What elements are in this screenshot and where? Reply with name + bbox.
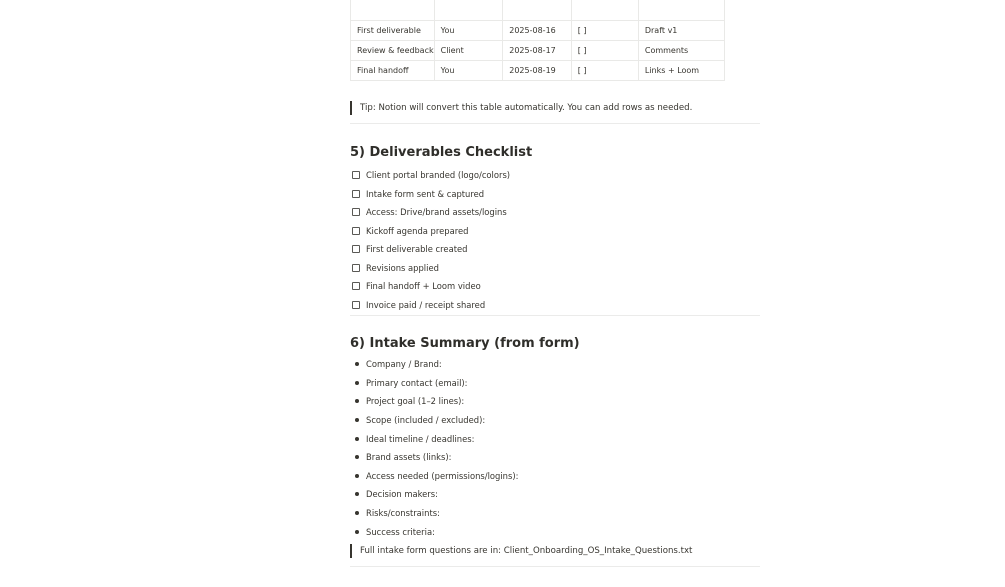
bullet-icon — [355, 511, 359, 515]
checklist-item — [350, 296, 510, 315]
checklist-item — [350, 203, 510, 222]
checkbox[interactable] — [352, 264, 360, 272]
table-cell[interactable]: 2025-08-19 — [503, 61, 571, 81]
table-cell[interactable] — [351, 0, 435, 21]
bullet-icon — [355, 437, 359, 441]
table-cell[interactable]: Client — [434, 41, 503, 61]
list-item-text: Project goal (1–2 lines): — [366, 396, 465, 407]
list-item-text: Decision makers: — [366, 489, 438, 500]
bullet-icon — [355, 530, 359, 534]
list-item-text: Company / Brand: — [366, 359, 442, 370]
bullet-icon — [355, 455, 359, 459]
checklist-item-label: Revisions applied — [366, 262, 439, 273]
checklist-item-label: Kickoff agenda prepared — [366, 225, 469, 236]
table-cell[interactable]: 2025-08-16 — [503, 21, 571, 41]
checkbox[interactable] — [352, 301, 360, 309]
table-cell[interactable]: You — [434, 61, 503, 81]
bullet-icon — [355, 399, 359, 403]
list-item[interactable] — [350, 448, 518, 467]
list-item[interactable] — [350, 374, 518, 393]
deliverables-heading: 5) Deliverables Checklist — [350, 145, 533, 160]
intake-bullet-list — [350, 355, 518, 541]
checkbox[interactable] — [352, 282, 360, 290]
intake-note-callout[interactable] — [350, 544, 692, 558]
checklist-item — [350, 240, 510, 259]
checklist-item — [350, 185, 510, 204]
checklist-item — [350, 277, 510, 296]
list-item[interactable] — [350, 467, 518, 486]
table-cell[interactable]: First deliverable — [351, 21, 435, 41]
divider — [350, 315, 760, 316]
table-cell[interactable] — [638, 0, 724, 21]
list-item[interactable] — [350, 485, 518, 504]
checklist-item-label: Intake form sent & captured — [366, 188, 485, 199]
checklist-item-label: First deliverable created — [366, 244, 468, 255]
checkbox[interactable] — [352, 227, 360, 235]
bullet-icon — [355, 474, 359, 478]
checklist-item-label: Client portal branded (logo/colors) — [366, 170, 511, 181]
checklist-item — [350, 166, 510, 185]
quote-bar — [350, 544, 352, 558]
list-item[interactable] — [350, 392, 518, 411]
list-item-text: Risks/constraints: — [366, 508, 440, 519]
checklist-item-label: Final handoff + Loom video — [366, 281, 481, 292]
checkbox[interactable] — [352, 245, 360, 253]
bullet-icon — [355, 362, 359, 366]
tip-text: Tip: Notion will convert this table automatically. You can add rows as needed. — [360, 103, 693, 113]
table-cell[interactable]: Draft v1 — [638, 21, 724, 41]
list-item[interactable] — [350, 411, 518, 430]
divider — [350, 123, 760, 124]
checkbox[interactable] — [352, 190, 360, 198]
timeline-table — [350, 0, 725, 81]
tip-callout[interactable] — [350, 101, 692, 115]
checklist-item — [350, 222, 510, 241]
intake-note-text: Full intake form questions are in: Client_Onboarding_OS_Intake_Questions.txt — [360, 546, 693, 556]
checklist-item — [350, 259, 510, 278]
list-item[interactable] — [350, 504, 518, 523]
list-item[interactable] — [350, 522, 518, 541]
table-cell[interactable]: 2025-08-17 — [503, 41, 571, 61]
bullet-icon — [355, 381, 359, 385]
list-item-text: Access needed (permissions/logins): — [366, 470, 519, 481]
divider — [350, 566, 760, 567]
table-cell[interactable]: You — [434, 21, 503, 41]
table-row — [351, 41, 725, 61]
list-item-text: Primary contact (email): — [366, 377, 468, 388]
table-row — [351, 0, 725, 21]
table-row — [351, 21, 725, 41]
table-cell[interactable]: [ ] — [571, 21, 638, 41]
list-item-text: Scope (included / excluded): — [366, 415, 486, 426]
list-item-text: Success criteria: — [366, 526, 435, 537]
checkbox[interactable] — [352, 171, 360, 179]
quote-bar — [350, 101, 352, 115]
list-item[interactable] — [350, 355, 518, 374]
checklist-item-label: Invoice paid / receipt shared — [366, 299, 486, 310]
table-cell[interactable] — [571, 0, 638, 21]
table-cell[interactable]: Review & feedback — [351, 41, 435, 61]
list-item-text: Brand assets (links): — [366, 452, 452, 463]
intake-heading: 6) Intake Summary (from form) — [350, 336, 580, 351]
deliverables-checklist — [350, 166, 510, 314]
bullet-icon — [355, 492, 359, 496]
table-cell[interactable] — [434, 0, 503, 21]
list-item-text: Ideal timeline / deadlines: — [366, 433, 475, 444]
table-row — [351, 61, 725, 81]
list-item[interactable] — [350, 429, 518, 448]
checkbox[interactable] — [352, 208, 360, 216]
checklist-item-label: Access: Drive/brand assets/logins — [366, 207, 507, 218]
table-cell[interactable] — [503, 0, 571, 21]
table-cell[interactable]: Comments — [638, 41, 724, 61]
table-cell[interactable]: Final handoff — [351, 61, 435, 81]
bullet-icon — [355, 418, 359, 422]
table-cell[interactable]: Links + Loom — [638, 61, 724, 81]
table-cell[interactable]: [ ] — [571, 61, 638, 81]
table-cell[interactable]: [ ] — [571, 41, 638, 61]
